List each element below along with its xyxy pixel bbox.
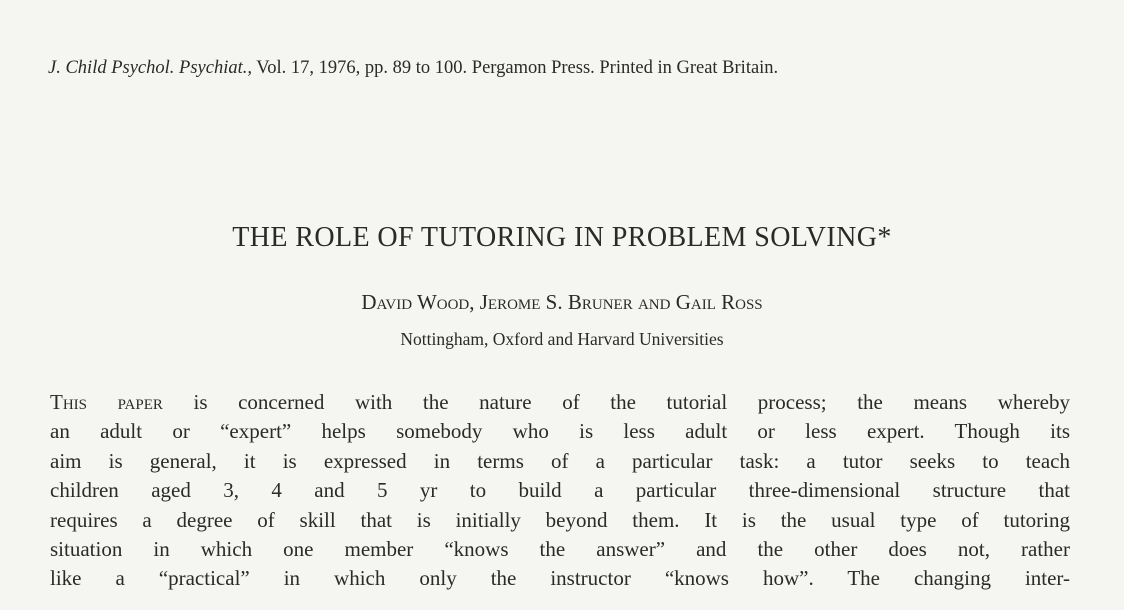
affiliation: Nottingham, Oxford and Harvard Universities [400, 329, 724, 349]
running-head [48, 58, 1088, 79]
body-line: requires a degree of skill that is initially beyond them. It is the usual type of tutoring [50, 507, 1070, 532]
body-paragraph [50, 388, 1070, 594]
body-line: situation in which one member “knows the answer” and the other does not, rather [50, 536, 1070, 561]
lead-in-text: This paper [50, 390, 163, 414]
body-line: like a “practical” in which only the instructor “knows how”. The changing inter- [50, 566, 1070, 591]
body-line: aim is general, it is expressed in terms of a particular task: a tutor seeks to teach [50, 448, 1070, 473]
body-line: an adult or “expert” helps somebody who is less adult or less expert. Though its [50, 419, 1070, 444]
citation-details: Vol. 17, 1976, pp. 89 to 100. Pergamon Press. Printed in Great Britain. [251, 58, 779, 78]
body-line [50, 388, 1070, 417]
body-line: children aged 3, 4 and 5 yr to build a particular three-dimensional structure that [50, 478, 1070, 503]
journal-name: J. Child Psychol. Psychiat., [48, 58, 252, 78]
author-list: David Wood, Jerome S. Bruner and Gail Ross [361, 290, 763, 314]
article-title: THE ROLE OF TUTORING IN PROBLEM SOLVING* [232, 222, 892, 253]
body-line-rest: is concerned with the nature of the tutorial process; the means whereby [162, 390, 1070, 414]
